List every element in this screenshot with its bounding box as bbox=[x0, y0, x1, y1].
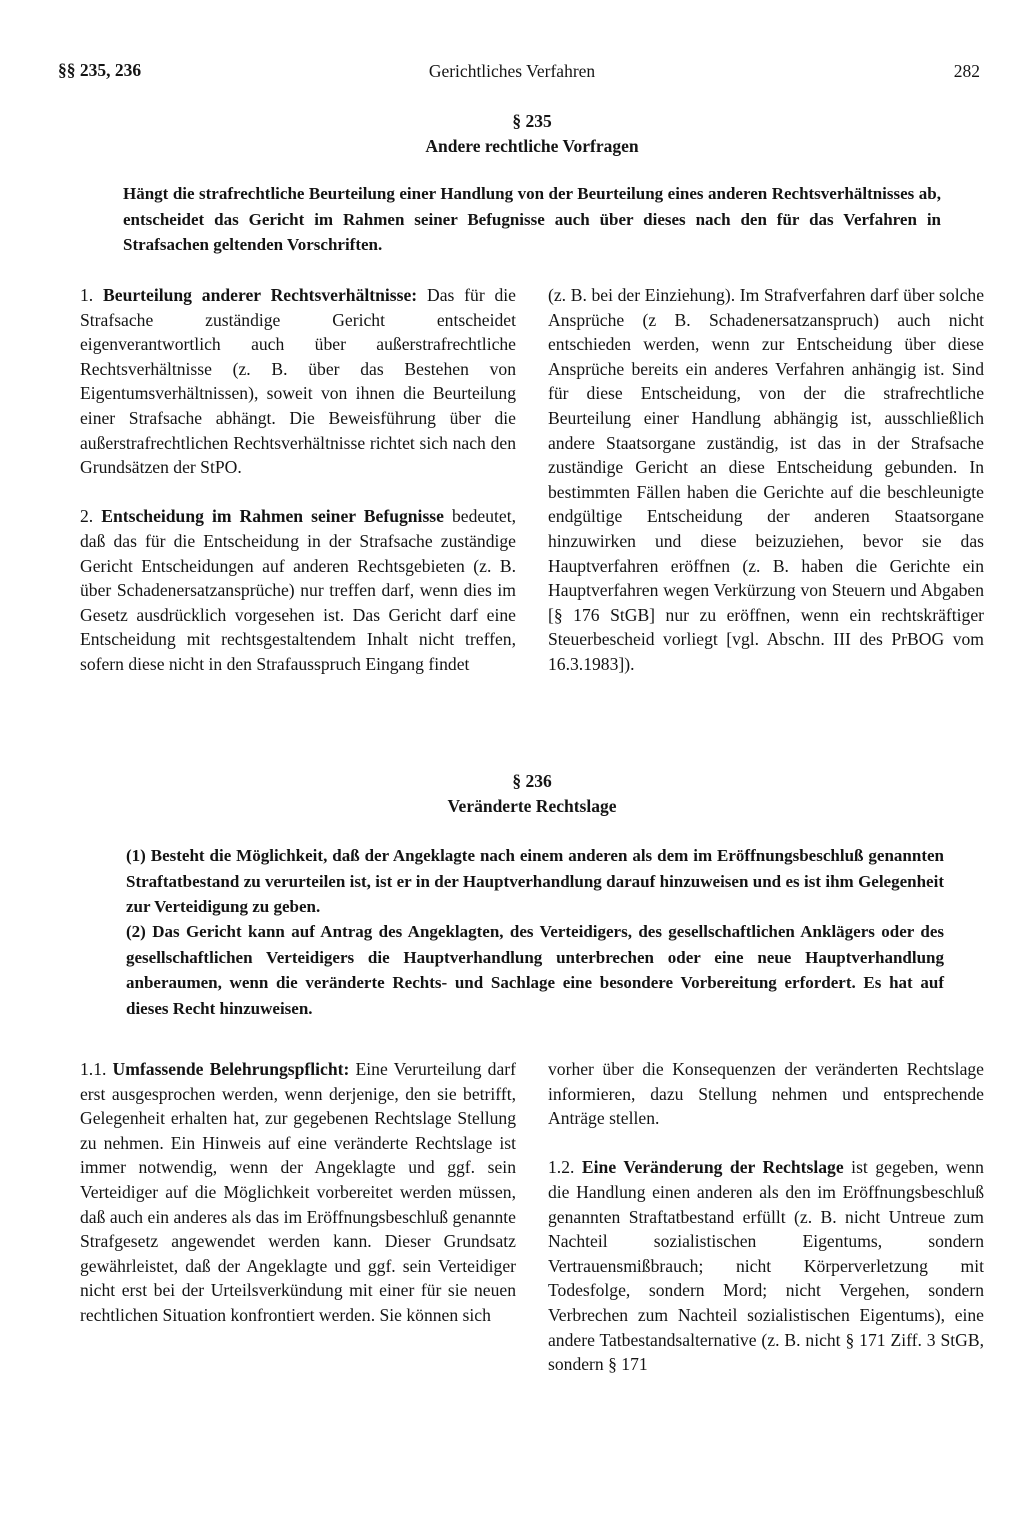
running-header-sections: §§ 235, 236 bbox=[58, 60, 142, 80]
commentary-1-2-heading: Eine Veränderung der Rechtslage bbox=[581, 1157, 844, 1178]
section-235-left-column bbox=[80, 283, 516, 677]
section-236-statute-paragraph-2: (2) Das Gericht kann auf Antrag des Angeklagten, des Verteidigers, des gesellschaftlichen Anklägers oder des gesellschaftlichen Verteidigers die Hauptverhandlung unterbrechen oder eine neue Hauptverhandlung anberaumen, wenn die veränderte Rechts- und Sachlage eine besondere Vorbereitung erfordert. Es hat auf dieses Recht hinzuweisen. bbox=[126, 922, 944, 1018]
section-235-number: § 235 bbox=[512, 111, 552, 131]
section-235-statute-text: Hängt die strafrechtliche Beurteilung einer Handlung von der Beurteilung eines anderen Rechtsverhältnisses ab, entscheidet das Gericht im Rahmen seiner Befugnisse auch über dieses nach den für das Verfahren in Strafsachen geltenden Vorschriften. bbox=[123, 184, 941, 254]
section-236-statute-paragraph-1: (1) Besteht die Möglichkeit, daß der Angeklagte nach einem anderen als dem im Eröffnungsbeschluß genannten Straftatbestand zu verurteilen ist, ist er in der Hauptverhandlung darauf hinzuweisen und es ist ihm Gelegenheit zur Verteidigung zu geben. bbox=[126, 846, 944, 916]
running-header-title: Gerichtliches Verfahren bbox=[428, 61, 596, 81]
commentary-1-1-heading: Umfassende Belehrungspflicht: bbox=[112, 1059, 350, 1079]
commentary-1-1: 1.1. Umfassende Belehrungspflicht: Eine Verurteilung darf erst ausgesprochen werden, wenn derjenige, den sie betrifft, Gelegenheit erhalten hat, zur gegebenen Rechtslage Stellung zu nehmen. Ein Hinweis auf eine veränderte Rechtslage ist immer notwendig, wenn der Angeklagte und ggf. sein Verteidiger auf die Möglichkeit vorbereitet werden müssen, daß auch ein anderes als das im Eröffnungsbeschluß genannte Strafgesetz angewendet werden kann. Dieser Grundsatz gewährleistet, daß der Angeklagte und ggf. sein Verteidiger nicht erst bei der Urteilsverkündung mit einer für sie neuen rechtlichen Situation konfrontiert werden. Sie können sich bbox=[80, 1059, 516, 1325]
commentary-1-heading: Beurteilung anderer Rechtsverhältnisse: bbox=[103, 285, 418, 305]
section-235-right-column bbox=[548, 283, 984, 677]
commentary-1: 1. Beurteilung anderer Rechtsverhältnisse: Das für die Strafsache zuständige Gericht entscheidet eigenverantwortlich auch über außerstrafrechtliche Rechtsverhältnisse (z. B. über das Bestehen von Eigentumsverhältnissen), soweit von ihnen die Beurteilung einer Strafsache abhängt. Die Beweisführung über die außerstrafrechtlichen Rechtsverhältnisse richtet sich nach den Grundsätzen der StPO. bbox=[80, 285, 516, 478]
commentary-2-continued: (z. B. bei der Einziehung). Im Strafverfahren darf über solche Ansprüche (z B. Schadenersatzanspruch) auch nicht entschieden werden, wenn zur Entscheidung über diese Ansprüche bereits ein anderes Verfahren anhängig ist. Sind für diese Entscheidung, von der die strafrechtliche Beurteilung einer Handlung abhängig ist, ausschließlich andere Staatsorgane zuständig, ist das in der Strafsache zuständige Gericht an diese Entscheidung gebunden. In bestimmten Fällen haben die Gerichte auf die beschleunigte endgültige Entscheidung der anderen Staatsorgane hinzuwirken und diese beizuziehen, bevor sie das Hauptverfahren eröffnen (z. B. haben die Gerichte ein Hauptverfahren wegen Verkürzung von Steuern und Abgaben [§ 176 StGB] nur zu eröffnen, wenn ein rechtskräftiger Steuerbescheid vorliegt [vgl. Abschn. III des PrBOG vom 16.3.1983]). bbox=[548, 285, 984, 674]
page-number: 282 bbox=[953, 61, 980, 81]
commentary-2-heading: Entscheidung im Rahmen seiner Befugnisse bbox=[101, 506, 444, 527]
section-236-title: Veränderte Rechtslage bbox=[447, 796, 617, 816]
commentary-2: 2. Entscheidung im Rahmen seiner Befugnisse bedeutet, daß das für die Entscheidung in der Strafsache zuständige Gericht Entscheidungen auf anderen Rechtsgebieten (z. B. über Schadenersatzansprüche) nur treffen darf, wenn dies im Gesetz ausdrücklich vorgesehen ist. Das Gericht darf eine Entscheidung mit rechtsgestaltendem Inhalt nicht treffen, sofern diese nicht in den Strafausspruch Eingang findet bbox=[80, 506, 516, 674]
section-236-number: § 236 bbox=[512, 771, 552, 791]
commentary-1-1-continued: vorher über die Konsequenzen der veränderten Rechtslage informieren, dazu Stellung nehmen und entsprechende Anträge stellen. bbox=[548, 1059, 984, 1129]
section-236-left-column bbox=[80, 1057, 516, 1328]
section-236-right-column bbox=[548, 1057, 984, 1377]
section-235-title: Andere rechtliche Vorfragen bbox=[425, 136, 639, 156]
commentary-1-2: 1.2. Eine Veränderung der Rechtslage ist gegeben, wenn die Handlung einen anderen als den im Eröffnungsbeschluß genannten Straftatbestand erfüllt (z. B. nicht Untreue zum Nachteil sozialistischen Eigentums, sondern Vertrauensmißbrauch; nicht Körperverletzung mit Todesfolge, sondern Mord; nicht Vergehen, sondern Verbrechen zum Nachteil sozialistischen Eigentums), eine andere Tatbestandsalternative (z. B. nicht § 171 Ziff. 3 StGB, sondern § 171 bbox=[548, 1157, 984, 1375]
